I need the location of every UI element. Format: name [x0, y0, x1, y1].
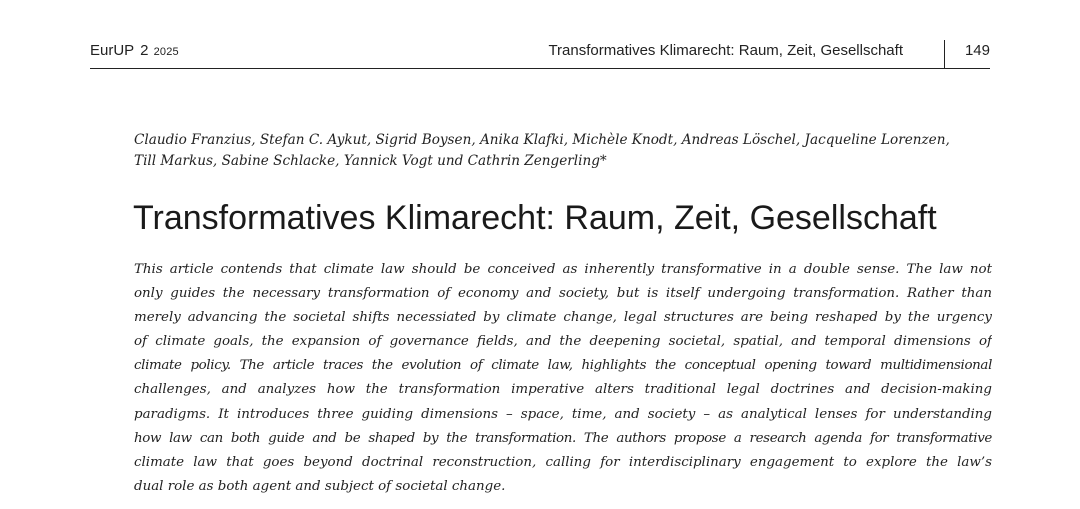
header-divider [944, 40, 945, 68]
running-title: Transformatives Klimarecht: Raum, Zeit, Gesellschaft [548, 42, 903, 59]
author-list [134, 130, 994, 172]
issue-number: 2 [140, 42, 149, 59]
abstract-line: climate policy. The article traces the evolution of climate law, highlights the conceptual opening toward multidimensional [134, 358, 992, 374]
abstract-line: how law can both guide and be shaped by the transformation. The authors propose a research agenda for transformative [134, 430, 992, 446]
article-title: Transformatives Klimarecht: Raum, Zeit, Gesellschaft [133, 199, 937, 237]
page-number: 149 [964, 42, 990, 59]
author-line-1: Claudio Franzius, Stefan C. Aykut, Sigrid Boysen, Anika Klafki, Michèle Knodt, Andreas Löschel, Jacqueline Lorenzen, [134, 132, 950, 148]
abstract-line: of climate goals, the expansion of governance fields, and the deepening societal, spatial, and temporal dimensions of [134, 334, 992, 350]
abstract-line: challenges, and analyzes how the transformation imperative alters traditional legal doctrines and decision-making [134, 382, 992, 398]
issue-year: 2025 [153, 46, 179, 58]
abstract-line: This article contends that climate law should be conceived as inherently transformative in a double sense. The law not [134, 262, 992, 277]
abstract-line: climate law that goes beyond doctrinal reconstruction, calling for interdisciplinary engagement to explore the law’s [134, 454, 992, 470]
journal-name: EurUP [90, 42, 134, 59]
abstract-line: merely advancing the societal shifts necessiated by climate change, legal structures are being reshaped by the urgency [134, 310, 992, 326]
author-line-2: Till Markus, Sabine Schlacke, Yannick Vogt und Cathrin Zengerling* [134, 153, 607, 169]
abstract-line: paradigms. It introduces three guiding dimensions – space, time, and society – as analytical lenses for understanding [134, 406, 992, 422]
abstract-line: only guides the necessary transformation of economy and society, but is itself undergoing transformation. Rather than [134, 286, 992, 302]
abstract [134, 258, 992, 499]
journal-issue [90, 42, 179, 59]
page-header [90, 40, 990, 69]
abstract-line: dual role as both agent and subject of societal change. [134, 478, 506, 494]
